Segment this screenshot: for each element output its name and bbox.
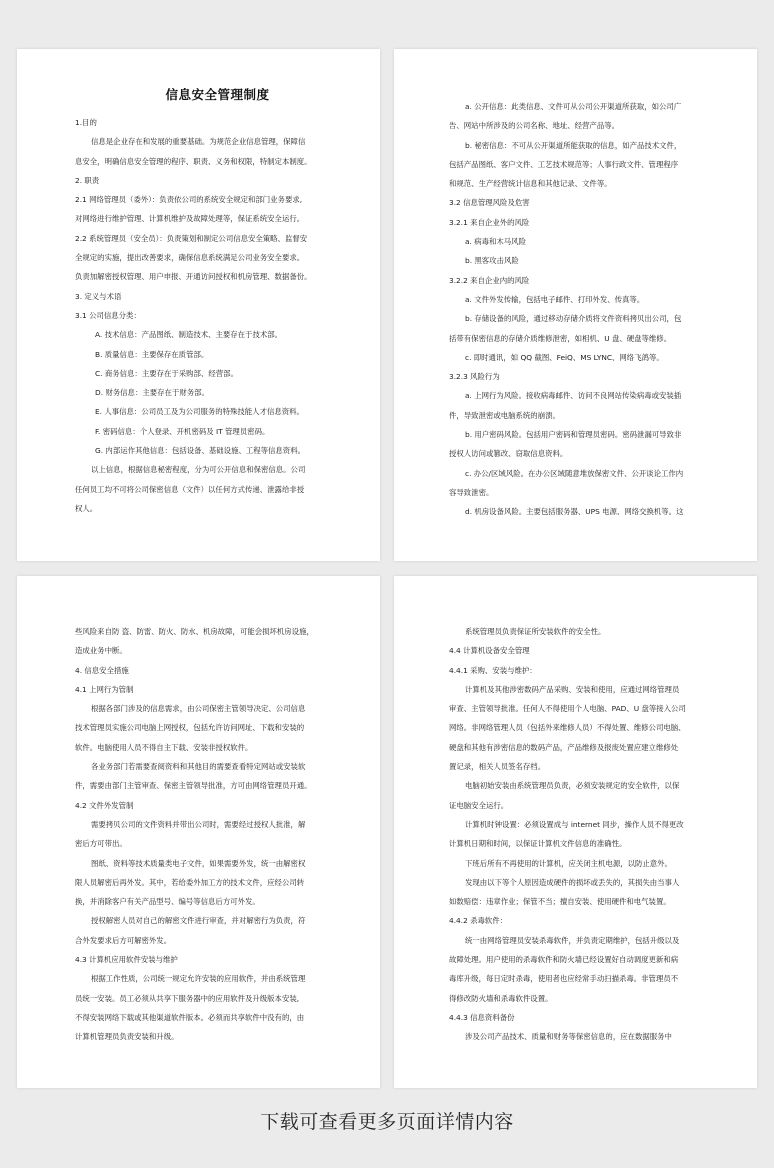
document-page-3	[17, 576, 380, 1088]
text-line: 网络。非网络管理人员（包括外来维修人员）不得处置、维修公司电脑、	[449, 723, 686, 733]
text-line: 统一由网络管理员安装杀毒软件，并负责定期维护，包括升级以及	[465, 935, 680, 945]
text-line: 信息是企业存在和发展的重要基础。为规范企业信息管理，保障信	[91, 137, 306, 147]
text-line: 告、网站中所涉及的公司名称、地址、经营产品等。	[449, 121, 619, 131]
text-line: 1.目的	[75, 118, 97, 127]
text-line: G. 内部运作其他信息：包括设备、基础设施、工程等信息资料。	[95, 446, 305, 456]
text-line: c. 即时通讯，如 QQ 截图、FeiQ、MS LYNC、网络飞鸽等。	[465, 352, 664, 362]
text-line: 证电脑安全运行。	[449, 800, 509, 810]
text-line: 负责加解密授权管理、用户申报、开通访问授权和机房管理、数据备份。	[75, 272, 312, 282]
text-line: B. 质量信息：主要保存在质管部。	[95, 349, 209, 359]
text-line: 4.4.2 杀毒软件：	[449, 916, 508, 926]
download-caption[interactable]: 下载可查看更多页面详情内容	[260, 1111, 514, 1133]
text-line: C. 商务信息：主要存在于采购部、经营部。	[95, 368, 238, 378]
text-line: 授权解密人员对自己的解密文件进行审查，并对解密行为负责，符	[91, 916, 306, 926]
text-line: 3.2.3 风险行为	[449, 372, 500, 382]
text-line: 3.1 公司信息分类：	[75, 310, 141, 320]
text-line: 发现由以下等个人原因造成硬件的损坏或丢失的，其损失由当事人	[465, 877, 680, 887]
text-line: 3. 定义与术语	[75, 291, 122, 301]
text-line: 括带有保密信息的存储介质维修泄密，如相机、U 盘、硬盘等维修。	[449, 333, 672, 343]
text-line: 件，需要由部门主管审查、保密主管领导批准，方可由网络管理员开通。	[75, 781, 312, 791]
text-line: 涉及公司产品技术、质量和财务等保密信息的，应在数据服务中	[465, 1032, 672, 1042]
text-line: 息安全，明确信息安全管理的程序、职责、义务和权限，特制定本制度。	[75, 156, 312, 166]
text-line: 故障处理。用户使用的杀毒软件和防火墙已经设置好自动调度更新和病	[449, 955, 679, 965]
text-line: 计算机时钟设置：必须设置成与 internet 同步，操作人员不得更改	[465, 819, 684, 829]
text-line: 3.2.1 来自企业外的风险	[449, 217, 530, 227]
text-line: 软件。电脑使用人员不得自主下载、安装非授权软件。	[75, 742, 253, 752]
text-line: 员统一安装。员工必须从共享下服务器中的应用软件及升级版本安装,	[75, 993, 300, 1003]
text-line: 技术管理员实施公司电脑上网授权，包括允许访问网址、下载和安装的	[75, 723, 305, 733]
text-line: D. 财务信息：主要存在于财务部。	[95, 388, 209, 398]
text-line: 置记录，相关人员签名存档。	[449, 762, 546, 772]
text-line: F. 密码信息：个人登录、开机密码及 IT 管理员密码。	[95, 426, 270, 436]
text-line: 些风险来自防 盗、防雷、防火、防水、机房故障，可能会损坏机房设施，	[75, 627, 314, 636]
text-line: a. 病毒和木马风险	[465, 237, 526, 247]
text-line: 4.4.1 采购、安装与维护：	[449, 665, 537, 675]
text-line: c. 办公/区域风险。在办公区域随意堆放保密文件、公开谈论工作内	[465, 468, 684, 478]
text-line: 4.3 计算机应用软件安装与维护	[75, 955, 178, 965]
text-line: 图纸、资料等技术质量类电子文件，如果需要外发，统一由解密权	[91, 858, 306, 868]
text-line: 根据各部门涉及的信息需求，由公司保密主管领导决定、公司信息	[91, 704, 306, 714]
text-line: 限人员解密后再外发。其中，若给委外加工方的技术文件，应经公司转	[75, 877, 305, 887]
text-line: 不得安装网络下载或其他渠道软件版本。必须而共享软件中没有的，由	[75, 1012, 305, 1022]
text-line: 授权人访问或篡改、窃取信息资料。	[449, 449, 568, 459]
text-line: d. 机房设备风险。主要包括服务器、UPS 电源、网络交换机等。这	[465, 507, 684, 517]
text-line: 件，导致泄密或电脑系统的崩溃。	[449, 410, 560, 420]
text-line: 需要拷贝公司的文件资料并带出公司时，需要经过授权人批准，解	[91, 819, 306, 829]
text-line: 各业务部门若需要查阅资料和其他目的需要查看特定网站或安装软	[91, 762, 306, 772]
text-line: 以上信息，根据信息秘密程度，分为可公开信息和保密信息。公司	[91, 465, 306, 475]
text-line: 2.2 系统管理员（安全员）：负责策划和制定公司信息安全策略、监督安	[75, 233, 308, 243]
text-line: E. 人事信息：公司员工及为公司服务的特殊技能人才信息资料。	[95, 407, 304, 417]
text-line: 系统管理员负责保证所安装软件的安全性。	[465, 627, 606, 636]
text-line: 任何员工均不可将公司保密信息（文件）以任何方式传递、泄露给非授	[75, 484, 305, 494]
document-page-4	[394, 576, 757, 1088]
text-line: 2. 职责	[75, 175, 100, 185]
text-line: 2.1 网络管理员（委外）：负责依公司的系统安全规定和部门业务要求,	[75, 195, 303, 205]
text-line: 如数赔偿：违章作业；保管不当；擅自安装、使用硬件和电气装置。	[449, 897, 671, 907]
text-line: 包括产品图纸、客户文件、工艺技术规范等；人事行政文件、管理程序	[449, 159, 679, 169]
text-line: 计算机及其他涉密数码产品采购、安装和使用，应通过网络管理员	[465, 684, 680, 694]
text-line: 造成业务中断。	[75, 646, 127, 656]
text-line: 硬盘和其他有涉密信息的数码产品，产品维修及报废处置应建立维修处	[449, 742, 679, 752]
text-line: 4.4.3 信息资料备份	[449, 1012, 515, 1022]
text-line: 和规范、生产经营统计信息和其他记录、文件等。	[449, 179, 612, 189]
text-line: b. 用户密码风险。包括用户密码和管理员密码。密码泄漏可导致非	[465, 430, 682, 440]
text-line: 4. 信息安全措施	[75, 665, 129, 675]
text-line: 密后方可带出。	[75, 839, 127, 849]
text-line: 3.2 信息管理风险及危害	[449, 198, 530, 208]
text-line: 合外发要求后方可解密外发。	[75, 935, 172, 945]
text-line: 计算机管理员负责安装和升级。	[75, 1032, 179, 1042]
text-line: 4.1 上网行为管制	[75, 684, 134, 694]
text-line: 得修改防火墙和杀毒软件设置。	[449, 993, 553, 1003]
text-line: b. 存储设备的风险，通过移动存储介质将文件资料拷贝出公司，包	[465, 314, 682, 324]
text-line: 权人。	[75, 503, 98, 513]
text-line: 毒库升级，每日定时杀毒，使用者也应经常手动扫描杀毒。非管理员不	[449, 974, 679, 984]
text-line: 对网络进行维护管理、计算机维护及故障处理等，保证系统安全运行。	[75, 214, 305, 224]
text-line: a. 文件外发传输，包括电子邮件、打印外发、传真等。	[465, 294, 645, 304]
text-line: A. 技术信息：产品图纸、制造技术、主要存在于技术部。	[95, 330, 283, 340]
text-line: b. 秘密信息：不可从公开渠道所能获取的信息，如产品技术文件，	[465, 140, 682, 150]
text-line: 审查、主管领导批准。任何人不得使用个人电脑、PAD、U 盘等接入公司	[449, 704, 686, 714]
text-line: 4.2 文件外发管制	[75, 800, 134, 810]
text-line: a. 公开信息：此类信息、文件可从公司公开渠道所获取，如公司广	[465, 102, 682, 111]
text-line: 电脑初始安装由系统管理员负责，必须安装规定的安全软件，以保	[465, 781, 680, 791]
text-line: 容导致泄密。	[449, 487, 494, 497]
text-line: 计算机日期和时间，以保证计算机文件信息的准确性。	[449, 839, 627, 849]
text-line: 根据工作性质，公司统一规定允许安装的应用软件，并由系统管理	[91, 974, 306, 984]
text-line: 下班后所有不再使用的计算机，应关闭主机电源，以防止意外。	[465, 858, 672, 868]
document-page-1	[17, 49, 380, 561]
text-line: 全规定的实施，提出改善要求，确保信息系统满足公司业务安全要求。	[75, 253, 305, 263]
text-line: 换，并消除客户有关产品型号、编号等信息后方可外发。	[75, 897, 260, 907]
document-title: 信息安全管理制度	[165, 87, 270, 102]
text-line: b. 黑客攻击风险	[465, 256, 519, 266]
text-line: 4.4 计算机设备安全管理	[449, 646, 530, 656]
document-page-2	[394, 49, 757, 561]
text-line: 3.2.2 来自企业内的风险	[449, 275, 530, 285]
text-line: a. 上网行为风险。接收病毒邮件、访问不良网站传染病毒或安装插	[465, 391, 682, 401]
